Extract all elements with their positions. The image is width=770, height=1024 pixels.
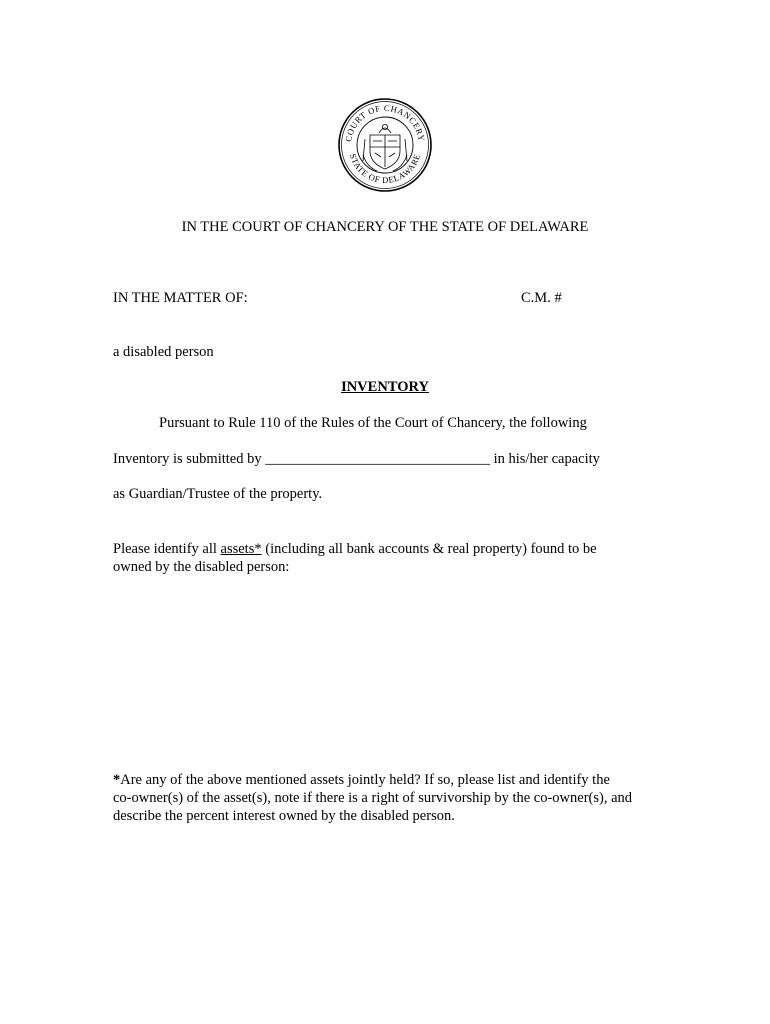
assets-instruction <box>113 540 673 576</box>
joint-footnote-line-2: co-owner(s) of the asset(s), note if there is a right of survivorship by the co-owner(s), and <box>113 790 633 806</box>
assets-instruction-line-1 <box>113 540 673 558</box>
joint-assets-footnote <box>113 771 693 825</box>
joint-footnote-line-1 <box>113 771 693 789</box>
paragraph-line-3: as Guardian/Trustee of the property. <box>113 486 323 502</box>
assets-instruction-line-2: owned by the disabled person: <box>113 559 290 575</box>
court-heading: IN THE COURT OF CHANCERY OF THE STATE OF DELAWARE <box>181 219 589 235</box>
case-number-label: C.M. # <box>521 290 562 306</box>
paragraph-line-2-submitter-blank[interactable]: Inventory is submitted by _______________________________ in his/her capacity <box>113 451 600 467</box>
document-title: INVENTORY <box>341 379 429 395</box>
seal-shield-icon <box>363 124 407 171</box>
court-seal <box>337 97 433 193</box>
matter-subject: a disabled person <box>113 344 214 360</box>
assets-footnote-link: assets* <box>220 541 262 557</box>
seal-top-text: COURT OF CHANCERY <box>343 102 427 143</box>
paragraph-line-1: Pursuant to Rule 110 of the Rules of the Court of Chancery, the following <box>159 415 587 431</box>
seal-graphic <box>337 97 433 193</box>
footnote-star: * <box>113 772 121 788</box>
matter-label: IN THE MATTER OF: <box>113 290 248 306</box>
assets-prefix: Please identify all <box>113 541 221 557</box>
assets-suffix: (including all bank accounts & real property) found to be <box>261 541 597 557</box>
joint-footnote-line-3: describe the percent interest owned by the disabled person. <box>113 808 455 824</box>
joint-footnote-text-1: Are any of the above mentioned assets jointly held? If so, please list and identify the <box>120 772 610 788</box>
seal-bottom-text: STATE OF DELAWARE <box>347 152 423 186</box>
